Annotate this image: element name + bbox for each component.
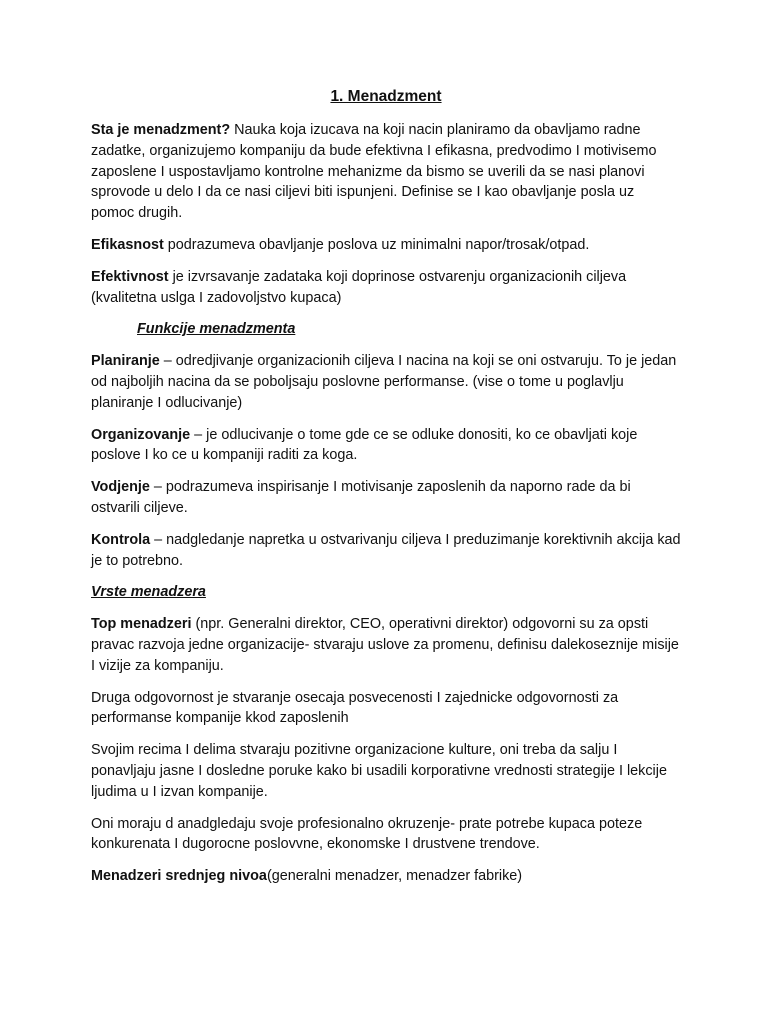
paragraph-srednji-nivo bbox=[91, 866, 681, 887]
text-planiranje: – odredjivanje organizacionih ciljeva I nacina na koji se oni ostvaruju. To je jedan od najboljih nacina da se poboljsaju poslovne performanse. (vise o tome u poglavlju planiranje I odlucivanje) bbox=[91, 353, 677, 411]
term-top-menadzeri: Top menadzeri bbox=[91, 616, 192, 633]
term-organizovanje: Organizovanje bbox=[91, 426, 191, 443]
heading-funkcije-menadzmenta: Funkcije menadzmenta bbox=[137, 321, 296, 338]
term-efektivnost: Efektivnost bbox=[91, 268, 169, 285]
heading-vrste-menadzera: Vrste menadzera bbox=[91, 584, 206, 601]
paragraph-vodjenje bbox=[91, 477, 681, 519]
paragraph-efektivnost bbox=[91, 267, 681, 309]
text-srednji-nivo: (generalni menadzer, menadzer fabrike) bbox=[266, 868, 523, 885]
text-efikasnost: podrazumeva obavljanje poslova uz minimalni napor/trosak/otpad. bbox=[163, 236, 590, 253]
text-sta-je-menadzment: Nauka koja izucava na koji nacin planiramo da obavljamo radne zadatke, organizujemo kompaniju da bude efektivna I efikasna, predvodimo I motivisemo zaposlene I uspostavljamo kontrolne mehanizme da bismo se uverili da se nasi planovi sprovode u delo I da ce nasi ciljevi biti ispunjeni. Definise se I kao obavljanje posla uz pomoc drugih. bbox=[91, 122, 657, 222]
paragraph-planiranje bbox=[91, 351, 681, 413]
term-srednji-nivo: Menadzeri srednjeg nivoa bbox=[91, 868, 267, 885]
text-top-menadzeri: (npr. Generalni direktor, CEO, operativni direktor) odgovorni su za opsti pravac razvoja jedne organizacije- stvaraju uslove za promenu, definisu dalekoseznije misije I vizije za kompaniju. bbox=[91, 616, 679, 674]
document-title: 1. Menadzment bbox=[330, 88, 442, 105]
text-efektivnost: je izvrsavanje zadataka koji doprinose ostvarenju organizacionih ciljeva (kvalitetna uslga I zadovoljstvo kupaca) bbox=[91, 268, 627, 306]
term-planiranje: Planiranje bbox=[91, 353, 160, 370]
text-kontrola: – nadgledanje napretka u ostvarivanju ciljeva I preduzimanje korektivnih akcija kad je to potrebno. bbox=[91, 531, 681, 569]
paragraph-svojim-recima: Svojim recima I delima stvaraju pozitivne organizacione kulture, oni treba da salju I ponavljaju jasne I dosledne poruke kako bi usadili korporativne vrednosti strategije I lekcije ljudima u I izvan kompanije. bbox=[91, 742, 667, 800]
paragraph-druga-odgovornost: Druga odgovornost je stvaranje osecaja posvecenosti I zajednicke odgovornosti za performanse kompanije kkod zaposlenih bbox=[91, 689, 619, 727]
term-sta-je-menadzment: Sta je menadzment? bbox=[91, 122, 231, 138]
paragraph-kontrola bbox=[91, 530, 681, 572]
document-page bbox=[91, 86, 681, 898]
paragraph-efikasnost bbox=[91, 235, 681, 256]
term-kontrola: Kontrola bbox=[91, 531, 151, 548]
paragraph-top-menadzeri bbox=[91, 614, 681, 676]
paragraph-oni-moraju: Oni moraju d anadgledaju svoje profesionalno okruzenje- prate potrebe kupaca poteze konkurenata I dugorocne poslovvne, ekonomske I drustvene trendove. bbox=[91, 815, 643, 853]
term-vodjenje: Vodjenje bbox=[91, 479, 150, 496]
text-organizovanje: – je odlucivanje o tome gde ce se odluke donositi, ko ce obavljati koje poslove I ko ce u kompaniji raditi za koga. bbox=[91, 426, 638, 464]
paragraph-organizovanje bbox=[91, 425, 681, 467]
term-efikasnost: Efikasnost bbox=[91, 236, 164, 253]
text-vodjenje: – podrazumeva inspirisanje I motivisanje zaposlenih da naporno rade da bi ostvarili ciljeve. bbox=[91, 479, 631, 516]
paragraph-sta-je-menadzment bbox=[91, 120, 681, 224]
